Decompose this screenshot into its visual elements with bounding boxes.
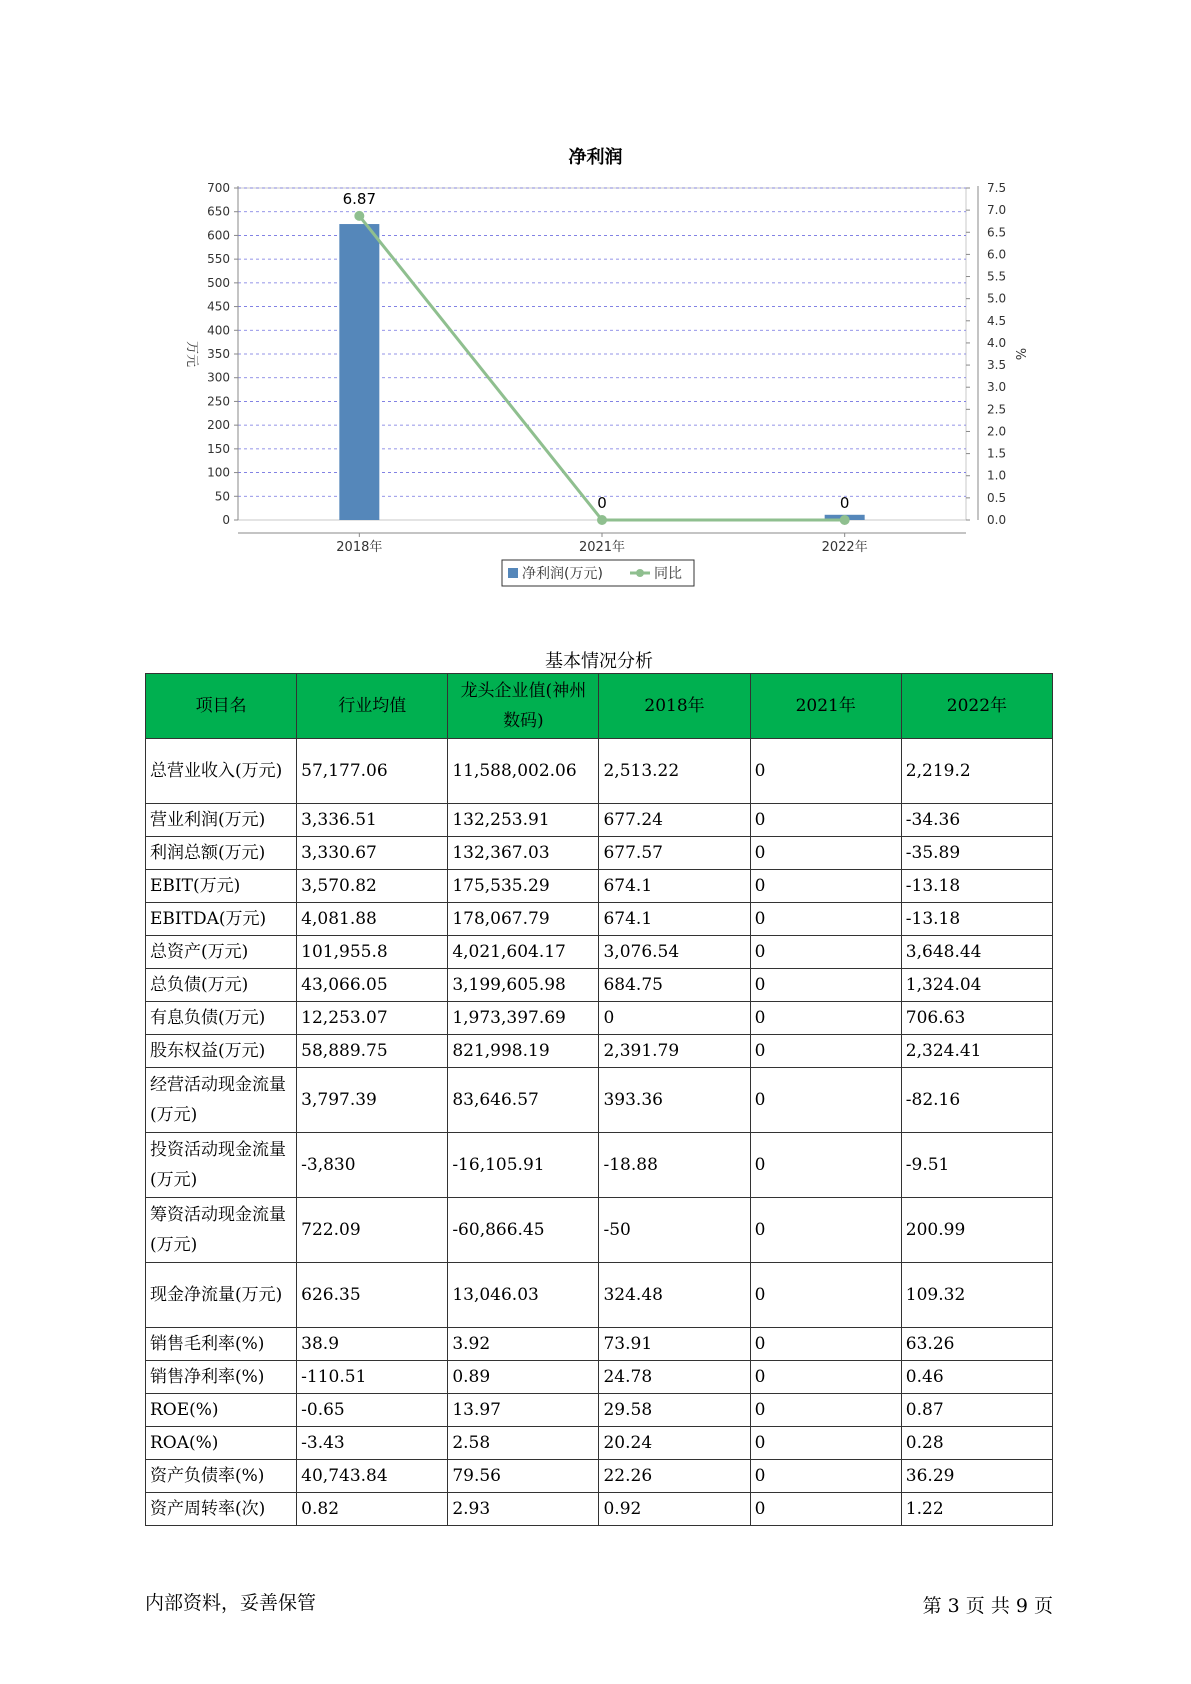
cell-2018: 324.48 <box>599 1263 750 1328</box>
cell-item-name: EBIT(万元) <box>146 870 297 903</box>
cell-leader-value: 13.97 <box>448 1394 599 1427</box>
cell-2022: -13.18 <box>901 903 1052 936</box>
cell-industry-avg: 3,330.67 <box>297 837 448 870</box>
y2-tick-label: 1.0 <box>987 468 1007 483</box>
cell-item-name: 有息负债(万元) <box>146 1002 297 1035</box>
cell-leader-value: 13,046.03 <box>448 1263 599 1328</box>
cell-leader-value: 4,021,604.17 <box>448 936 599 969</box>
y2-tick-label: 7.5 <box>987 181 1007 195</box>
cell-leader-value: 11,588,002.06 <box>448 739 599 804</box>
cell-2022: 0.46 <box>901 1361 1052 1394</box>
legend-swatch-bar <box>508 568 518 578</box>
cell-industry-avg: 57,177.06 <box>297 739 448 804</box>
table-row <box>146 1394 1053 1427</box>
header-2022: 2022年 <box>901 674 1052 739</box>
cell-2018: 0 <box>599 1002 750 1035</box>
table-row <box>146 837 1053 870</box>
cell-leader-value: 821,998.19 <box>448 1035 599 1068</box>
cell-2021: 0 <box>750 1493 901 1526</box>
cell-2022: -13.18 <box>901 870 1052 903</box>
cell-2022: 706.63 <box>901 1002 1052 1035</box>
cell-industry-avg: 12,253.07 <box>297 1002 448 1035</box>
cell-industry-avg: -3.43 <box>297 1427 448 1460</box>
y-tick-label: 200 <box>207 418 230 433</box>
cell-leader-value: 178,067.79 <box>448 903 599 936</box>
point-yoy <box>840 515 850 525</box>
data-label-yoy: 6.87 <box>342 189 377 208</box>
cell-2022: 0.87 <box>901 1394 1052 1427</box>
y-tick-label: 650 <box>207 204 230 219</box>
footer-page-number: 第 3 页 共 9 页 <box>922 1595 1053 1617</box>
chart-title: 净利润 <box>568 147 623 168</box>
cell-item-name: 总营业收入(万元) <box>146 739 297 804</box>
cell-item-name: 投资活动现金流量(万元) <box>146 1133 297 1198</box>
cell-2022: 1,324.04 <box>901 969 1052 1002</box>
cell-2022: -82.16 <box>901 1068 1052 1133</box>
cell-leader-value: 1,973,397.69 <box>448 1002 599 1035</box>
cell-leader-value: 79.56 <box>448 1460 599 1493</box>
header-industry-avg: 行业均值 <box>297 674 448 739</box>
cell-2022: -9.51 <box>901 1133 1052 1198</box>
cell-item-name: 现金净流量(万元) <box>146 1263 297 1328</box>
data-label-yoy: 0 <box>839 494 850 512</box>
cell-2022: 36.29 <box>901 1460 1052 1493</box>
net-profit-chart <box>0 0 1191 600</box>
cell-2022: 200.99 <box>901 1198 1052 1263</box>
table-row <box>146 870 1053 903</box>
cell-2018: 73.91 <box>599 1328 750 1361</box>
cell-2021: 0 <box>750 1427 901 1460</box>
table-row <box>146 1068 1053 1133</box>
cell-2018: 674.1 <box>599 870 750 903</box>
table-row <box>146 1493 1053 1526</box>
cell-industry-avg: 0.82 <box>297 1493 448 1526</box>
cell-2018: 393.36 <box>599 1068 750 1133</box>
legend-label-net-profit: 净利润(万元) <box>522 566 603 582</box>
y2-tick-label: 6.0 <box>987 247 1007 262</box>
y-tick-label: 600 <box>207 228 230 243</box>
cell-leader-value: 132,253.91 <box>448 804 599 837</box>
cell-2018: 684.75 <box>599 969 750 1002</box>
y-tick-label: 250 <box>207 394 230 409</box>
cell-leader-value: 3.92 <box>448 1328 599 1361</box>
cell-2022: 3,648.44 <box>901 936 1052 969</box>
cell-item-name: 经营活动现金流量(万元) <box>146 1068 297 1133</box>
cell-2021: 0 <box>750 870 901 903</box>
cell-2018: -50 <box>599 1198 750 1263</box>
cell-2021: 0 <box>750 1133 901 1198</box>
table-header-row <box>146 674 1053 739</box>
cell-2018: 0.92 <box>599 1493 750 1526</box>
y2-tick-label: 4.5 <box>987 313 1007 328</box>
y2-tick-label: 0.5 <box>987 490 1007 505</box>
cell-item-name: 资产周转率(次) <box>146 1493 297 1526</box>
cell-industry-avg: 40,743.84 <box>297 1460 448 1493</box>
cell-2018: 20.24 <box>599 1427 750 1460</box>
cell-leader-value: -16,105.91 <box>448 1133 599 1198</box>
data-label-yoy: 0 <box>597 494 607 512</box>
y-tick-label: 0 <box>222 513 230 527</box>
cell-2018: -18.88 <box>599 1133 750 1198</box>
cell-2021: 0 <box>750 1460 901 1493</box>
table-row <box>146 1460 1053 1493</box>
cell-2021: 0 <box>750 969 901 1002</box>
legend-label-yoy: 同比 <box>654 566 682 582</box>
cell-leader-value: -60,866.45 <box>448 1198 599 1263</box>
y2-tick-label: 7.0 <box>987 203 1007 218</box>
cell-2021: 0 <box>750 837 901 870</box>
cell-2022: 63.26 <box>901 1328 1052 1361</box>
cell-2021: 0 <box>750 1035 901 1068</box>
cell-leader-value: 2.58 <box>448 1427 599 1460</box>
cell-leader-value: 2.93 <box>448 1493 599 1526</box>
cell-industry-avg: 4,081.88 <box>297 903 448 936</box>
cell-2022: 109.32 <box>901 1263 1052 1328</box>
cell-industry-avg: 38.9 <box>297 1328 448 1361</box>
cell-2018: 29.58 <box>599 1394 750 1427</box>
legend-swatch-point <box>636 569 644 577</box>
table-row <box>146 1263 1053 1328</box>
table-row <box>146 1361 1053 1394</box>
cell-item-name: ROE(%) <box>146 1394 297 1427</box>
table-row <box>146 1133 1053 1198</box>
cell-leader-value: 3,199,605.98 <box>448 969 599 1002</box>
cell-item-name: 销售净利率(%) <box>146 1361 297 1394</box>
table-row <box>146 1427 1053 1460</box>
y2-tick-label: 5.0 <box>987 291 1007 306</box>
cell-item-name: 总资产(万元) <box>146 936 297 969</box>
header-item-name: 项目名 <box>146 674 297 739</box>
y2-tick-label: 0.0 <box>987 513 1007 527</box>
cell-2021: 0 <box>750 1263 901 1328</box>
y2-tick-label: 1.5 <box>987 446 1007 461</box>
cell-2021: 0 <box>750 1328 901 1361</box>
cell-industry-avg: 626.35 <box>297 1263 448 1328</box>
bar-net-profit <box>339 224 379 520</box>
table-row <box>146 1002 1053 1035</box>
cell-item-name: EBITDA(万元) <box>146 903 297 936</box>
y-tick-label: 700 <box>207 181 230 195</box>
cell-item-name: 总负债(万元) <box>146 969 297 1002</box>
cell-2018: 677.24 <box>599 804 750 837</box>
basic-analysis-table <box>145 673 1053 1526</box>
cell-2022: 0.28 <box>901 1427 1052 1460</box>
table-row <box>146 739 1053 804</box>
y-tick-label: 50 <box>214 489 230 504</box>
x-tick-label: 2018年 <box>336 540 383 555</box>
cell-industry-avg: -0.65 <box>297 1394 448 1427</box>
cell-2022: 2,219.2 <box>901 739 1052 804</box>
y-tick-label: 300 <box>207 370 230 385</box>
header-2021: 2021年 <box>750 674 901 739</box>
cell-item-name: 股东权益(万元) <box>146 1035 297 1068</box>
cell-item-name: 筹资活动现金流量(万元) <box>146 1198 297 1263</box>
y-tick-label: 100 <box>207 465 230 480</box>
point-yoy <box>354 211 364 221</box>
cell-item-name: 利润总额(万元) <box>146 837 297 870</box>
cell-industry-avg: -3,830 <box>297 1133 448 1198</box>
table-row <box>146 903 1053 936</box>
header-leader-value: 龙头企业值(神州数码) <box>448 674 599 739</box>
cell-2021: 0 <box>750 1068 901 1133</box>
cell-2021: 0 <box>750 1394 901 1427</box>
table-row <box>146 1198 1053 1263</box>
table-row <box>146 936 1053 969</box>
y2-tick-label: 4.0 <box>987 335 1007 350</box>
y2-axis-title: % <box>1012 347 1027 361</box>
footer-confidential-note: 内部资料，妥善保管 <box>145 1592 317 1614</box>
cell-2021: 0 <box>750 739 901 804</box>
cell-item-name: 营业利润(万元) <box>146 804 297 837</box>
cell-2018: 3,076.54 <box>599 936 750 969</box>
cell-leader-value: 132,367.03 <box>448 837 599 870</box>
chart-svg <box>0 0 1191 600</box>
y-tick-label: 400 <box>207 323 230 338</box>
cell-industry-avg: 722.09 <box>297 1198 448 1263</box>
cell-industry-avg: -110.51 <box>297 1361 448 1394</box>
y-tick-label: 500 <box>207 275 230 290</box>
header-2018: 2018年 <box>599 674 750 739</box>
y-tick-label: 550 <box>207 252 230 267</box>
cell-item-name: ROA(%) <box>146 1427 297 1460</box>
cell-2021: 0 <box>750 804 901 837</box>
x-tick-label: 2021年 <box>578 540 626 555</box>
table-body <box>146 739 1053 1526</box>
y2-tick-label: 3.5 <box>987 358 1007 373</box>
table-row <box>146 804 1053 837</box>
y-axis-title: 万元 <box>184 340 199 368</box>
cell-industry-avg: 3,336.51 <box>297 804 448 837</box>
y2-tick-label: 2.0 <box>987 424 1007 439</box>
cell-2021: 0 <box>750 936 901 969</box>
cell-industry-avg: 3,570.82 <box>297 870 448 903</box>
table-row <box>146 1328 1053 1361</box>
cell-2018: 22.26 <box>599 1460 750 1493</box>
cell-item-name: 销售毛利率(%) <box>146 1328 297 1361</box>
cell-2021: 0 <box>750 1198 901 1263</box>
cell-industry-avg: 3,797.39 <box>297 1068 448 1133</box>
point-yoy <box>597 515 607 525</box>
table-row <box>146 1035 1053 1068</box>
cell-leader-value: 83,646.57 <box>448 1068 599 1133</box>
x-tick-label: 2022年 <box>821 540 868 555</box>
cell-industry-avg: 58,889.75 <box>297 1035 448 1068</box>
cell-2018: 24.78 <box>599 1361 750 1394</box>
cell-2022: 2,324.41 <box>901 1035 1052 1068</box>
cell-leader-value: 175,535.29 <box>448 870 599 903</box>
cell-2018: 2,513.22 <box>599 739 750 804</box>
y-tick-label: 150 <box>207 441 230 456</box>
cell-item-name: 资产负债率(%) <box>146 1460 297 1493</box>
cell-2018: 674.1 <box>599 903 750 936</box>
cell-2021: 0 <box>750 903 901 936</box>
y2-tick-label: 2.5 <box>987 402 1007 417</box>
cell-2021: 0 <box>750 1002 901 1035</box>
table-caption: 基本情况分析 <box>545 651 653 672</box>
cell-2022: -35.89 <box>901 837 1052 870</box>
cell-2022: 1.22 <box>901 1493 1052 1526</box>
y2-tick-label: 6.5 <box>987 225 1007 240</box>
table-row <box>146 969 1053 1002</box>
cell-2018: 2,391.79 <box>599 1035 750 1068</box>
cell-2018: 677.57 <box>599 837 750 870</box>
cell-industry-avg: 43,066.05 <box>297 969 448 1002</box>
cell-2021: 0 <box>750 1361 901 1394</box>
y-tick-label: 450 <box>207 299 230 314</box>
cell-leader-value: 0.89 <box>448 1361 599 1394</box>
y2-tick-label: 3.0 <box>987 380 1007 395</box>
y-tick-label: 350 <box>207 347 230 361</box>
cell-industry-avg: 101,955.8 <box>297 936 448 969</box>
y2-tick-label: 5.5 <box>987 269 1007 284</box>
cell-2022: -34.36 <box>901 804 1052 837</box>
